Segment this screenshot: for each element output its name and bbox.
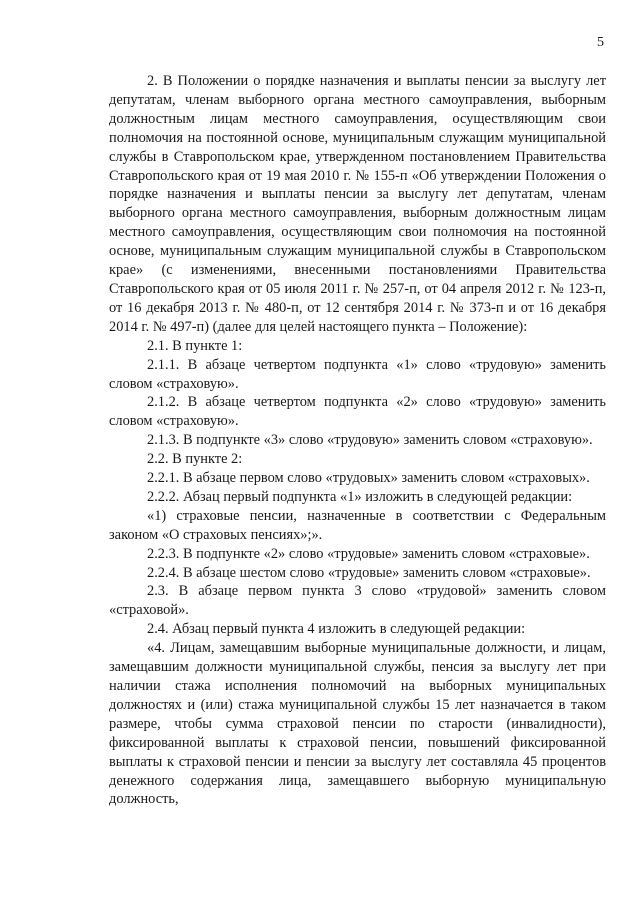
paragraph-2-1-2: 2.1.2. В абзаце четвертом подпункта «2» слово «трудовую» заменить словом «страховую». — [109, 394, 606, 430]
document-body — [109, 72, 606, 809]
paragraph-2-1-1: 2.1.1. В абзаце четвертом подпункта «1» слово «трудовую» заменить словом «страховую». — [109, 356, 606, 392]
page-number: 5 — [597, 35, 604, 50]
paragraph-2-3: 2.3. В абзаце первом пункта 3 слово «трудовой» заменить словом «страховой». — [109, 583, 606, 619]
paragraph-2-2-2: 2.2.2. Абзац первый подпункта «1» изложить в следующей редакции: — [147, 488, 573, 505]
paragraph-2-2-4: 2.2.4. В абзаце шестом слово «трудовые» заменить словом «страховые». — [147, 564, 591, 581]
paragraph-2: 2. В Положении о порядке назначения и выплаты пенсии за выслугу лет депутатам, членам выборного органа местного самоуправления, выборным должностным лицам местного самоуправления, осуществляющим свои полномочия на постоянной основе, муниципальным служащим муниципальной службы в Ставропольском крае, утвержденном постановлением Правительства Ставропольского края от 19 мая 2010 г. № 155-п «Об утверждении Положения о порядке назначения и выплаты пенсии за выслугу лет депутатам, членам выборного органа местного самоуправления, выборным должностным лицам местного самоуправления, осуществляющим свои полномочия на постоянной основе, муниципальным служащим муниципальной службы в Ставропольском крае» (с изменениями, внесенными постановлениями Правительства Ставропольского края от 05 июля 2011 г. № 257-п, от 04 апреля 2012 г. № 123-п, от 16 декабря 2013 г. № 480-п, от 12 сентября 2014 г. № 373-п и от 16 декабря 2014 г. № 497-п) (далее для целей настоящего пункта – Положение): — [109, 73, 606, 335]
paragraph-2-1: 2.1. В пункте 1: — [147, 337, 243, 354]
paragraph-2-2-3: 2.2.3. В подпункте «2» слово «трудовые» заменить словом «страховые». — [147, 545, 590, 562]
paragraph-2-1-3: 2.1.3. В подпункте «3» слово «трудовую» заменить словом «страховую». — [147, 432, 593, 449]
paragraph-quote-4: «4. Лицам, замещавшим выборные муниципальные должности, и лицам, замещавшим должности муниципальной службы, пенсия за выслугу лет при наличии стажа исполнения полномочий на выборных муниципальных должностях и (или) стажа муниципальной службы 15 лет назначается в таком размере, чтобы сумма страховой пенсии по старости (инвалидности), фиксированной выплаты к страховой пенсии, повышений фиксированной выплаты к страховой пенсии и пенсии за выслугу лет составляла 45 процентов денежного содержания лица, замещавшего выборную муниципальную должность, — [109, 640, 606, 808]
paragraph-quote-1: «1) страховые пенсии, назначенные в соответствии с Федеральным законом «О страховых пенсиях»;». — [109, 507, 606, 543]
paragraph-2-4: 2.4. Абзац первый пункта 4 изложить в следующей редакции: — [147, 621, 526, 638]
paragraph-2-2: 2.2. В пункте 2: — [147, 451, 243, 468]
paragraph-2-2-1: 2.2.1. В абзаце первом слово «трудовых» заменить словом «страховых». — [147, 470, 590, 487]
